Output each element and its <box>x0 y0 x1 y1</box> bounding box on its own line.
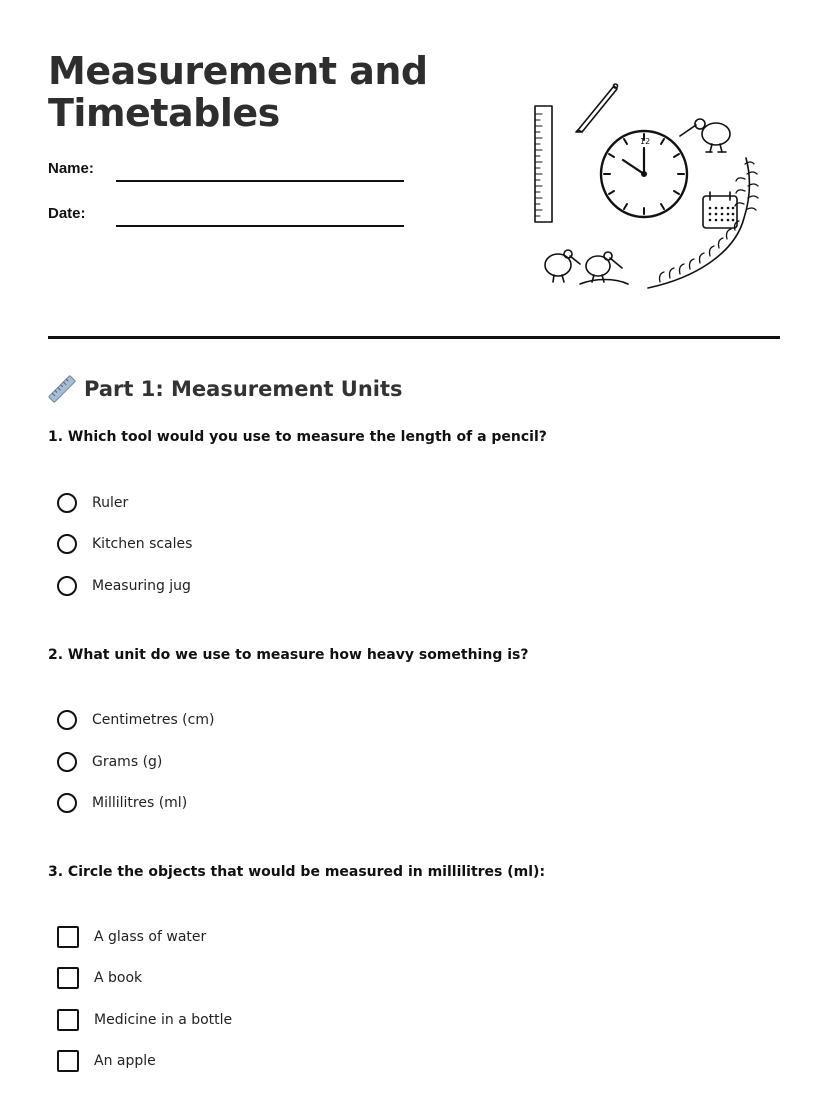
checkbox[interactable] <box>57 926 79 948</box>
q2-option-grams[interactable] <box>57 749 162 775</box>
checkbox[interactable] <box>57 1009 79 1031</box>
kiwi-bird-icon <box>680 119 730 152</box>
q3-option-apple[interactable] <box>57 1048 156 1074</box>
date-field[interactable] <box>116 225 404 227</box>
checkbox[interactable] <box>57 1050 79 1072</box>
clock-icon <box>601 131 687 217</box>
kiwi-chicks-icon <box>545 250 628 284</box>
question-2: 2. What unit do we use to measure how heavy something is? <box>48 647 529 663</box>
q1-option-kitchen-scales[interactable] <box>57 531 192 557</box>
radio-button[interactable] <box>57 793 77 813</box>
calendar-icon <box>703 192 737 228</box>
option-label: A glass of water <box>94 929 207 945</box>
radio-button[interactable] <box>57 710 77 730</box>
page-title <box>48 50 428 134</box>
part-1-heading-text: Part 1: Measurement Units <box>84 377 403 401</box>
q3-option-book[interactable] <box>57 965 142 991</box>
clock-12-label: 12 <box>640 137 651 146</box>
radio-button[interactable] <box>57 752 77 772</box>
checkbox[interactable] <box>57 967 79 989</box>
name-label: Name: <box>48 160 94 177</box>
q2-option-millilitres[interactable] <box>57 790 187 816</box>
option-label: Centimetres (cm) <box>92 712 215 728</box>
option-label: Millilitres (ml) <box>92 795 188 811</box>
header-divider <box>48 336 780 339</box>
title-line-2: Timetables <box>48 91 280 135</box>
name-field[interactable] <box>116 180 404 182</box>
q2-option-centimetres[interactable] <box>57 707 214 733</box>
option-label: A book <box>94 970 143 986</box>
option-label: Medicine in a bottle <box>94 1012 233 1028</box>
title-line-1: Measurement and <box>48 49 428 93</box>
option-label: Measuring jug <box>92 578 191 594</box>
q3-option-medicine[interactable] <box>57 1007 232 1033</box>
q1-option-ruler[interactable] <box>57 490 128 516</box>
date-label: Date: <box>48 205 86 222</box>
q3-option-glass-of-water[interactable] <box>57 924 206 950</box>
radio-button[interactable] <box>57 493 77 513</box>
pencil-icon <box>576 84 618 132</box>
header-illustration <box>520 78 770 298</box>
ruler-icon <box>535 106 552 222</box>
ruler-emoji-icon <box>48 375 76 403</box>
option-label: Ruler <box>92 495 129 511</box>
radio-button[interactable] <box>57 534 77 554</box>
q1-option-measuring-jug[interactable] <box>57 573 191 599</box>
part-1-heading <box>48 372 403 406</box>
option-label: Grams (g) <box>92 754 163 770</box>
question-1: 1. Which tool would you use to measure the length of a pencil? <box>48 429 547 445</box>
option-label: Kitchen scales <box>92 536 193 552</box>
option-label: An apple <box>94 1053 156 1069</box>
radio-button[interactable] <box>57 576 77 596</box>
question-3: 3. Circle the objects that would be measured in millilitres (ml): <box>48 864 546 880</box>
